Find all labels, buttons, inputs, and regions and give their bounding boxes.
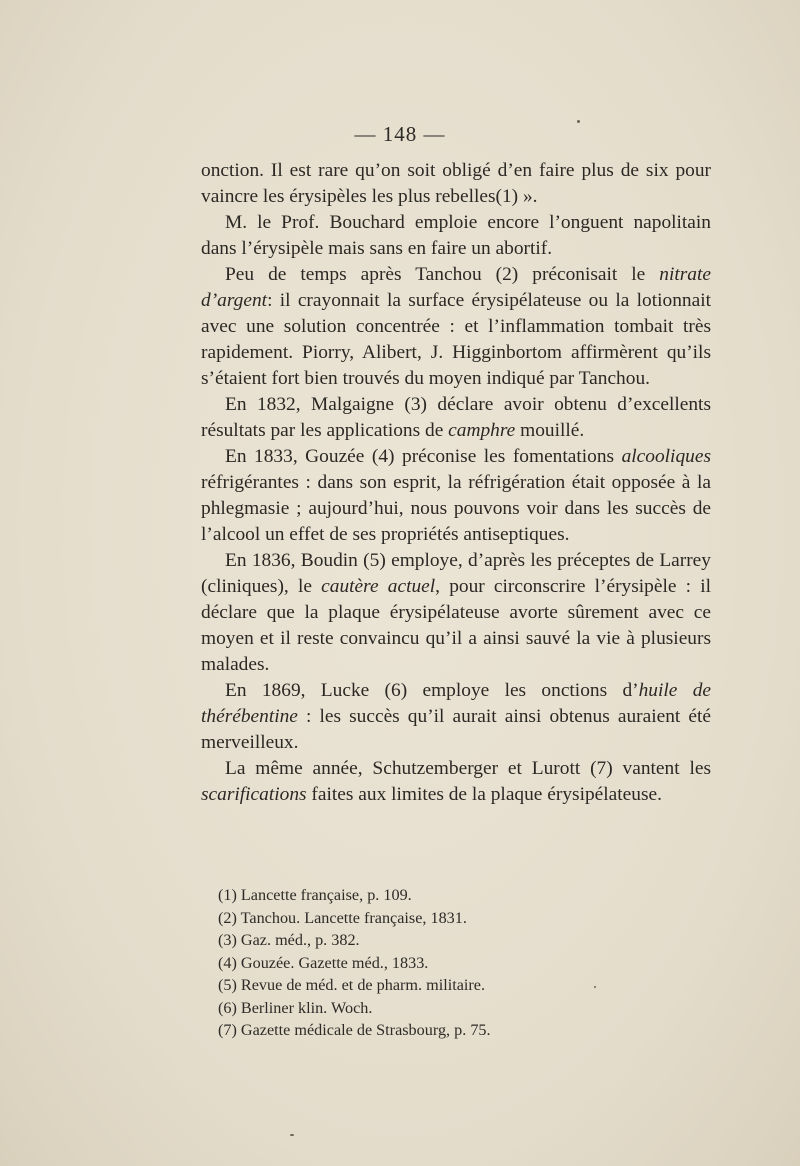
text-run: réfrigérantes : dans son esprit, la réfrigération était opposée à la phlegmasie ; aujourd’hui, nous pouvons voir dans les succès de l’alcool un effet de ses propriétés antiseptiques. bbox=[201, 472, 711, 545]
paragraph bbox=[201, 392, 711, 444]
text-run: M. le Prof. Bouchard emploie encore l’onguent napolitain dans l’érysipèle mais sans en faire un abortif. bbox=[201, 212, 711, 259]
page-number: — 148 — bbox=[354, 122, 446, 146]
footnote: (7) Gazette médicale de Strasbourg, p. 75. bbox=[218, 1021, 491, 1039]
paragraph bbox=[201, 210, 711, 262]
footnote: (6) Berliner klin. Woch. bbox=[218, 998, 373, 1017]
footnote: (3) Gaz. méd., p. 382. bbox=[218, 931, 360, 949]
paragraph bbox=[201, 678, 711, 756]
scan-speck bbox=[290, 1134, 294, 1136]
text-run: : il crayonnait la surface érysipélateuse ou la lotionnait avec une solution concentrée : et l’inflammation tombait très rapidement. Piorry, Alibert, J. Higginbortom affirmèrent qu’ils s’étaient fort bien trouvés du moyen indiqué par Tanchou. bbox=[201, 290, 711, 389]
italic-text: camphre bbox=[448, 420, 516, 441]
text-run: faites aux limites de la plaque érysipélateuse. bbox=[306, 784, 662, 805]
italic-text: scarifications bbox=[201, 784, 307, 805]
footnote: (5) Revue de méd. et de pharm. militaire. bbox=[218, 976, 485, 994]
italic-text: huile de thérébentine bbox=[201, 680, 711, 727]
paragraph bbox=[201, 444, 711, 548]
text-run: Peu de temps après Tanchou (2) préconisait le bbox=[225, 264, 660, 285]
footnote: (4) Gouzée. Gazette méd., 1833. bbox=[218, 953, 429, 972]
italic-text: alcooliques bbox=[621, 446, 711, 467]
text-run: En 1833, Gouzée (4) préconise les fomentations bbox=[225, 446, 622, 467]
text-run: La même année, Schutzemberger et Lurott (7) vantent les bbox=[225, 758, 711, 779]
italic-text: cautère actuel bbox=[321, 576, 436, 597]
scan-speck bbox=[594, 986, 596, 988]
italic-text: nitrate d’argent bbox=[201, 264, 711, 311]
paragraph bbox=[201, 262, 711, 392]
footnote: (2) Tanchou. Lancette française, 1831. bbox=[218, 908, 467, 927]
text-run: , pour circonscrire l’érysipèle : il déclare que la plaque érysipélateuse avorte sûrement avec ce moyen et il reste convaincu qu’il a ainsi sauvé la vie à plusieurs malades. bbox=[201, 576, 711, 675]
text-run: mouillé. bbox=[515, 420, 585, 441]
paragraph bbox=[201, 158, 711, 210]
text-run: En 1832, Malgaigne (3) déclare avoir obtenu d’excellents résultats par les applications de bbox=[201, 394, 711, 441]
text-run: En 1836, Boudin (5) employe, d’après les préceptes de Larrey (cliniques), le bbox=[201, 550, 711, 597]
paragraph bbox=[201, 548, 711, 678]
paragraph bbox=[201, 756, 711, 808]
body-text bbox=[201, 158, 711, 808]
text-run: En 1869, Lucke (6) employe les onctions d’ bbox=[225, 680, 639, 701]
scan-speck bbox=[577, 120, 580, 123]
footnotes bbox=[218, 884, 678, 1042]
text-run: onction. Il est rare qu’on soit obligé d’en faire plus de six pour vaincre les érysipèles les plus rebelles(1) ». bbox=[201, 160, 711, 207]
footnote: (1) Lancette française, p. 109. bbox=[218, 886, 412, 904]
text-run: : les succès qu’il aurait ainsi obtenus auraient été merveilleux. bbox=[201, 706, 711, 753]
